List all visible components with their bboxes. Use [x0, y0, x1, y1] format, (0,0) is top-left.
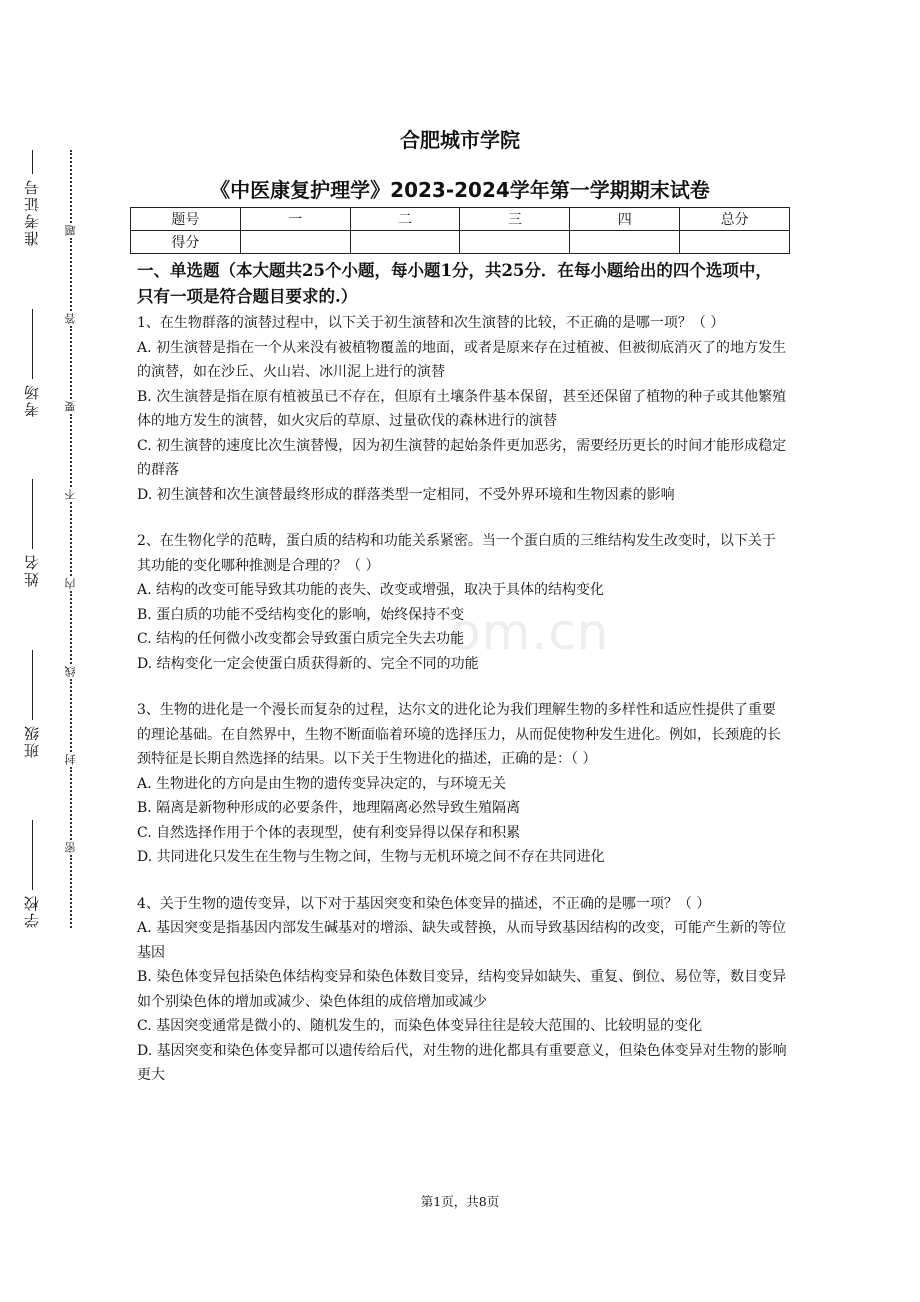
seal-char: 线 [64, 665, 77, 677]
exam-title: 《中医康复护理学》2023-2024学年第一学期期末试卷 [210, 178, 710, 202]
option-a[interactable]: A. 基因突变是指基因内部发生碱基对的增添、缺失或替换，从而导致基因结构的改变，可能产生新的等位基因 [137, 920, 787, 961]
score-cell: 一 [240, 208, 350, 231]
question-stem: 1、在生物群落的演替过程中，以下关于初生演替和次生演替的比较，不正确的是哪一项？（ ） [137, 315, 725, 331]
watermark: om.cn [450, 603, 610, 661]
student-info-fields [18, 150, 46, 928]
question-1 [137, 311, 787, 507]
option-a[interactable]: A. 结构的改变可能导致其功能的丧失、改变或增强，取决于具体的结构变化 [137, 582, 605, 598]
score-entry-cell[interactable] [680, 231, 790, 254]
score-cell: 四 [570, 208, 680, 231]
score-cell: 二 [350, 208, 460, 231]
class-field[interactable] [24, 650, 40, 758]
seal-char: 答 [64, 313, 77, 325]
score-table-header-row [131, 208, 790, 231]
score-table-score-row [131, 231, 790, 254]
seal-line [64, 150, 78, 928]
class-label: 班级 [23, 723, 41, 758]
question-stem: 3、生物的进化是一个漫长而复杂的过程，达尔文的进化论为我们理解生物的多样性和适应性提供了重要的理论基础。在自然界中，生物不断面临着环境的选择压力，从而促使物种发生进化。例如，长颈鹿的长颈特征是长期自然选择的结果。以下关于生物进化的描述，正确的是：（ ） [137, 702, 781, 767]
seal-dots [70, 414, 72, 487]
seal-char: 内 [64, 577, 77, 589]
seal-char: 要 [64, 401, 77, 413]
exam-room-field[interactable] [24, 309, 40, 417]
school-field[interactable] [24, 820, 40, 928]
option-d[interactable]: D. 基因突变和染色体变异都可以遗传给后代，对生物的进化都具有重要意义，但染色体变异对生物的影响更大 [137, 1042, 787, 1083]
score-cell: 总分 [680, 208, 790, 231]
question-stem: 2、在生物化学的范畴，蛋白质的结构和功能关系紧密。当一个蛋白质的三维结构发生改变时，以下关于其功能的变化哪种推测是合理的？（ ） [137, 533, 776, 574]
score-entry-cell[interactable] [460, 231, 570, 254]
question-3 [137, 698, 787, 870]
option-b[interactable]: B. 次生演替是指在原有植被虽已不存在，但原有土壤条件基本保留，甚至还保留了植物的种子或其他繁殖体的地方发生的演替，如火灾后的草原、过量砍伐的森林进行的演替 [137, 388, 787, 429]
seal-dots [70, 679, 72, 752]
school-line [32, 820, 33, 890]
seal-dots [70, 326, 72, 399]
school-label: 学校 [23, 894, 41, 928]
option-c[interactable]: C. 基因突变通常是微小的、随机发生的，而染色体变异往往是较大范围的、比较明显的变化 [137, 1018, 703, 1034]
option-d[interactable]: D. 共同进化只发生在生物与生物之间，生物与无机环境之间不存在共同进化 [137, 849, 605, 865]
option-c[interactable]: C. 结构的任何微小改变都会导致蛋白质完全失去功能 [137, 631, 465, 647]
page-number: 第1页，共8页 [420, 1194, 500, 1209]
option-b[interactable]: B. 隔离是新物种形成的必要条件，地理隔离必然导致生殖隔离 [137, 800, 521, 816]
seal-char: 不 [64, 489, 77, 501]
seal-dots [70, 591, 72, 664]
section-title: 一、单选题（本大题共25个小题，每小题1分，共25分．在每小题给出的四个选项中，只有一项是符合题目要求的.） [137, 261, 772, 306]
exam-number-line [32, 150, 33, 174]
score-entry-cell[interactable] [240, 231, 350, 254]
option-a[interactable]: A. 生物进化的方向是由生物的遗传变异决定的，与环境无关 [137, 775, 507, 792]
seal-dots [70, 238, 72, 311]
seal-dots [70, 767, 72, 840]
option-c[interactable]: C. 自然选择作用于个体的表现型，使有利变异得以保存和积累 [137, 824, 521, 841]
score-entry-cell[interactable] [350, 231, 460, 254]
option-c[interactable]: C. 初生演替的速度比次生演替慢，因为初生演替的起始条件更加恶劣，需要经历更长的时间才能形成稳定的群落 [137, 437, 787, 478]
question-4 [137, 892, 787, 1088]
exam-room-line [32, 309, 33, 379]
class-line [32, 650, 33, 720]
seal-dots [70, 855, 72, 928]
score-entry-cell[interactable] [570, 231, 680, 254]
score-cell: 得分 [131, 231, 241, 254]
option-d[interactable]: D. 初生演替和次生演替最终形成的群落类型一定相同，不受外界环境和生物因素的影响 [137, 486, 675, 503]
seal-dots [70, 502, 72, 575]
seal-char: 封 [64, 753, 77, 765]
question-2 [137, 529, 787, 676]
score-cell: 三 [460, 208, 570, 231]
score-table [130, 207, 790, 254]
score-cell: 题号 [131, 208, 241, 231]
option-b[interactable]: B. 染色体变异包括染色体结构变异和染色体数目变异，结构变异如缺失、重复、倒位、易位等，数目变异如个别染色体的增加或减少、染色体组的成倍增加或减少 [137, 969, 787, 1010]
name-field[interactable] [24, 479, 40, 587]
name-label: 姓名 [23, 553, 41, 587]
exam-number-label: 准考证号 [23, 178, 41, 246]
exam-content [137, 258, 787, 1088]
seal-char: 题 [64, 225, 77, 237]
exam-room-label: 考场 [23, 382, 41, 417]
school-title: 合肥城市学院 [400, 128, 520, 152]
question-stem: 4、关于生物的遗传变异，以下对于基因突变和染色体变异的描述，不正确的是哪一项？（ ） [137, 895, 711, 912]
option-b[interactable]: B. 蛋白质的功能不受结构变化的影响，始终保持不变 [137, 606, 465, 623]
name-line [32, 479, 33, 549]
option-a[interactable]: A. 初生演替是指在一个从来没有被植物覆盖的地面，或者是原来存在过植被、但被彻底消灭了的地方发生的演替，如在沙丘、火山岩、冰川泥上进行的演替 [137, 339, 787, 380]
seal-char: 密 [64, 841, 77, 853]
option-d[interactable]: D. 结构变化一定会使蛋白质获得新的、完全不同的功能 [137, 655, 479, 672]
